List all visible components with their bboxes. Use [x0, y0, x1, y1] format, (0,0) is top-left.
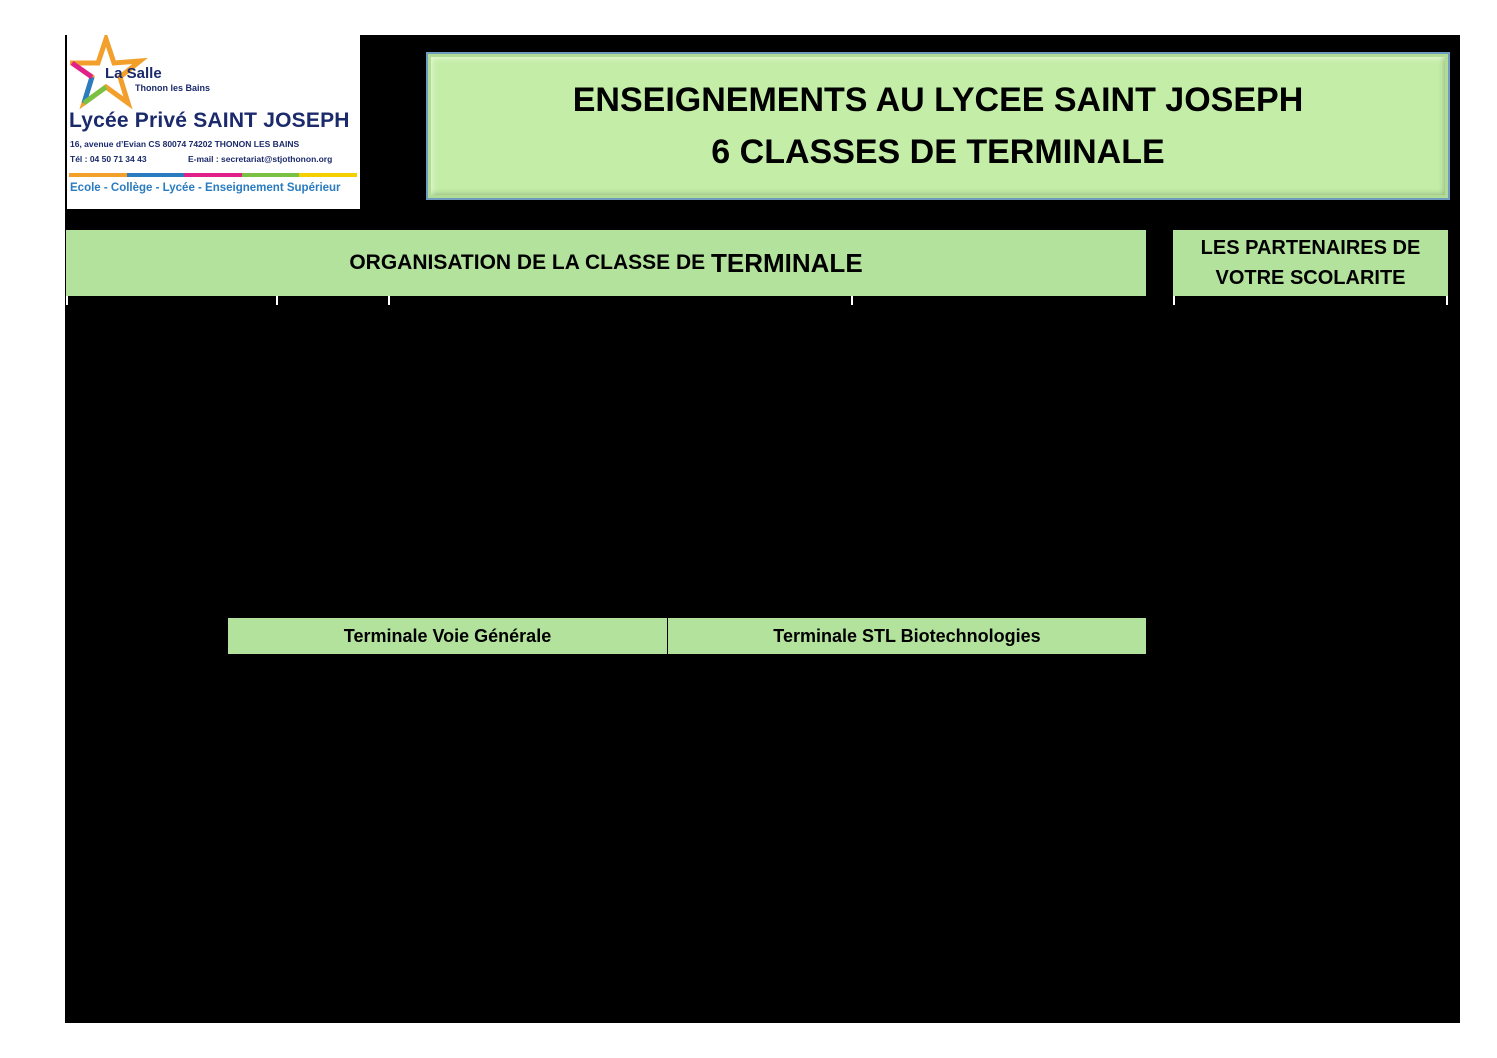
track-stl-biotechnologies: Terminale STL Biotechnologies	[668, 618, 1146, 654]
organisation-emphasis: TERMINALE	[711, 247, 863, 278]
column-tick	[1446, 296, 1448, 305]
column-tick	[388, 296, 390, 305]
title-line-1: ENSEIGNEMENTS AU LYCEE SAINT JOSEPH	[572, 81, 1304, 119]
partners-header	[1173, 230, 1448, 296]
school-address: 16, avenue d’Evian CS 80074 74202 THONON LES BAINS	[70, 139, 300, 149]
column-tick	[66, 296, 68, 305]
column-tick	[1173, 296, 1175, 305]
track-voie-generale: Terminale Voie Générale	[228, 618, 667, 654]
color-stripe	[127, 173, 185, 177]
organisation-header	[66, 230, 1146, 296]
school-name: Lycée Privé SAINT JOSEPH	[69, 109, 350, 132]
color-stripe	[299, 173, 357, 177]
school-email: E-mail : secretariat@stjothonon.org	[188, 154, 333, 164]
school-phone: Tél : 04 50 71 34 43	[70, 154, 147, 164]
organisation-label: ORGANISATION DE LA CLASSE DE	[349, 251, 711, 274]
column-tick	[276, 296, 278, 305]
title-line-2: 6 CLASSES DE TERMINALE	[711, 133, 1165, 171]
color-stripe	[242, 173, 300, 177]
color-stripe	[184, 173, 242, 177]
title-banner	[426, 52, 1450, 200]
school-tagline: Ecole - Collège - Lycée - Enseignement Supérieur	[70, 182, 341, 194]
column-tick	[851, 296, 853, 305]
partners-line-2: VOTRE SCOLARITE	[1215, 267, 1406, 289]
brand-name: La Salle	[105, 65, 162, 82]
school-logo	[67, 35, 360, 209]
color-stripes	[69, 173, 357, 177]
brand-city: Thonon les Bains	[135, 83, 211, 93]
partners-line-1: LES PARTENAIRES DE	[1200, 237, 1421, 259]
color-stripe	[69, 173, 127, 177]
